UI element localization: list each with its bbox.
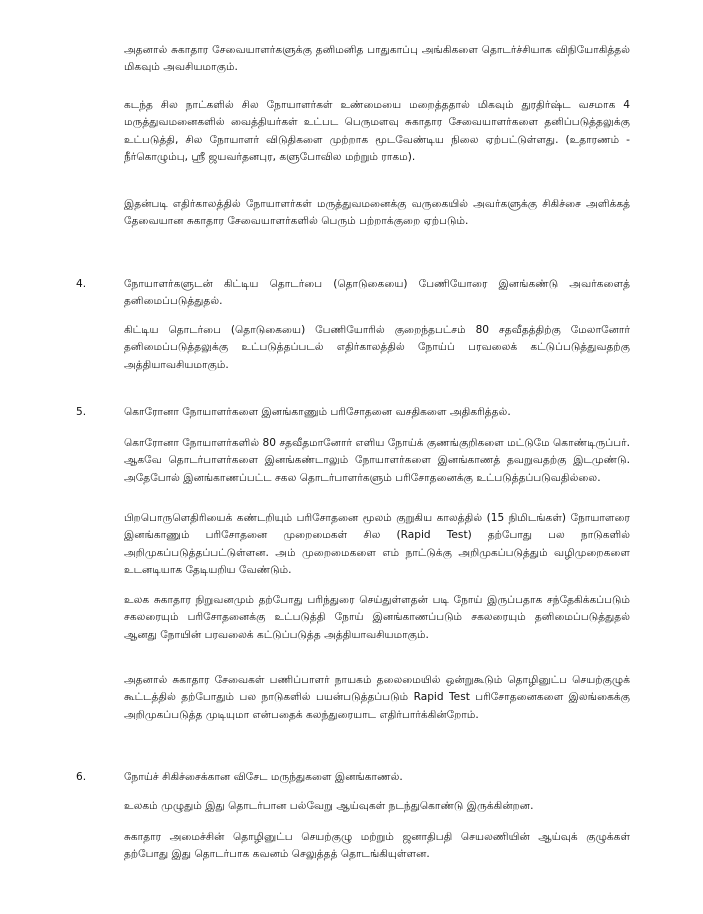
section-5-paragraph-2: பிறபொருளெதிரியைக் கண்டறியும் பரிசோதனை மூலம் குறுகிய காலத்தில் (15 நிமிடங்கள்) நோயாளரை இனங்காணும் பரிசோதனை முறைமைகள் சில (Rapid Test) தற்போது பல நாடுகளில் அறிமுகப்படுத்தப்பட்டுள்ளன. அம் முறைமைகளை எம் நாட்டுக்கு அறிமுகப்படுத்தும் வழிமுறைகளை உடனடியாக தேடியறிய வேண்டும். [124,512,630,577]
section-4-number: 4. [76,278,87,290]
intro-paragraph-2: கடந்த சில நாட்களில் சில நோயாளர்கள் உண்மையை மறைத்ததால் மிகவும் துரதிர்ஷ்ட வசமாக 4 மருத்துவமனைகளில் வைத்தியர்கள் உட்பட பெருமளவு சுகாதார சேவையாளர்களை தனிப்படுத்தலுக்கு உட்படுத்தி, சில நோயாளர் விடுதிகளை முற்றாக மூடவேண்டிய நிலை ஏற்பட்டுள்ளது. (உதாரணம் - நீர்கொழும்பு, ஸ்ரீ ஜயவர்தனபுர, களுபோவில மற்றும் ராகம). [124,99,630,164]
section-5-paragraph-3: உலக சுகாதார நிறுவனமும் தற்போது பரிந்துரை செய்துள்ளதன் படி நோய் இருப்பதாக சந்தேகிக்கப்படும் சகலரையும் பரிசோதனைக்கு உட்படுத்தி நோய் இனங்காணப்படும் சகலரையும் தனிமைப்படுத்துதல் ஆனது நோயின் பரவலைக் கட்டுப்படுத்த அத்தியாவசியமாகும். [124,594,630,641]
section-4-paragraph-1: கிட்டிய தொடர்பை (தொடுகையை) பேணியோரில் குறைந்தபட்சம் 80 சதவீதத்திற்கு மேலானோர் தனிமைப்படுத்தலுக்கு உட்படுத்தப்படல் எதிர்காலத்தில் நோய்ப் பரவலைக் கட்டுப்படுத்துவதற்கு அத்தியாவசியமாகும். [124,324,630,371]
section-4-heading: நோயாளர்களுடன் கிட்டிய தொடர்பை (தொடுகையை) பேணியோரை இனங்கண்டு அவர்களைத் தனிமைப்படுத்துதல். [124,278,630,308]
intro-paragraph-1: அதனால் சுகாதார சேவையாளர்களுக்கு தனிமனித பாதுகாப்பு அங்கிகளை தொடர்ச்சியாக விநியோகித்தல் மிகவும் அவசியமாகும். [124,44,630,74]
section-5-paragraph-1: கொரோனா நோயாளர்களில் 80 சதவீதமானோர் எளிய நோய்க் குணங்குறிகளை மட்டுமே கொண்டிருப்பர். ஆகவே தொடர்பாளர்களை இனங்கண்டாலும் நோயாளர்களை இனங்காணத் தவறுவதற்கு இடமுண்டு. அதேபோல் இனங்காணப்பட்ட சகல தொடர்பாளர்களும் பரிசோதனைக்கு உட்படுத்தப்படுவதில்லை. [124,437,631,484]
section-5-heading: கொரோனா நோயாளர்களை இனங்காணும் பரிசோதனை வசதிகளை அதிகரித்தல். [124,406,511,418]
section-6-heading: நோய்ச் சிகிச்சைக்கான விசேட மருந்துகளை இனங்காணல். [124,771,403,783]
intro-paragraph-3: இதன்படி எதிர்காலத்தில் நோயாளர்கள் மருத்துவமனைக்கு வருகையில் அவர்களுக்கு சிகிச்சை அளிக்கத் தேவையான சுகாதார சேவையாளர்களில் பெரும் பற்றாக்குறை ஏற்படும். [124,198,630,228]
section-5-number: 5. [76,406,87,418]
section-6-paragraph-1: உலகம் முழுதும் இது தொடர்பான பல்வேறு ஆய்வுகள் நடந்துகொண்டு இருக்கின்றன. [124,800,534,812]
section-6-number: 6. [76,771,87,783]
section-6-paragraph-2: சுகாதார அமைச்சின் தொழினுட்ப செயற்குழு மற்றும் ஜனாதிபதி செயலணியின் ஆய்வுக் குழுக்கள் தற்போது இது தொடர்பாக கவனம் செலுத்தத் தொடங்கியுள்ளன. [124,831,630,861]
section-5-paragraph-4: அதனால் சுகாதார சேவைகள் பணிப்பாளர் நாயகம் தலைமையில் ஒன்றுகூடும் தொழினுட்ப செயற்குழுக் கூட்டத்தில் தற்போதும் பல நாடுகளில் பயன்படுத்தப்படும் Rapid Test பரிசோதனைகளை இலங்கைக்கு அறிமுகப்படுத்த முடியுமா என்பதைக் கலந்துரையாட எதிர்பார்க்கின்றோம். [124,674,630,721]
